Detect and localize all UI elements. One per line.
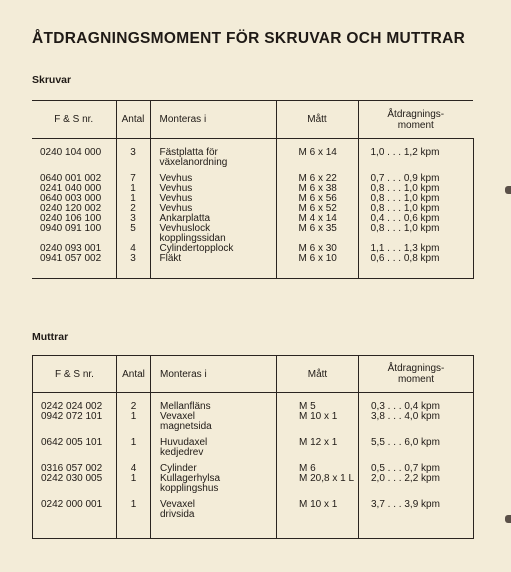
cell-monteras: Vevhus bbox=[150, 174, 276, 184]
cell-matt bbox=[277, 484, 359, 494]
cell-moment: 1,1 . . . 1,3 kpm bbox=[358, 244, 473, 254]
cell-nr: 0240 104 000 bbox=[40, 147, 102, 158]
cell-antal: 1 bbox=[116, 184, 150, 194]
cell-monteras: Huvudaxel bbox=[151, 438, 277, 448]
cell-antal: 1 bbox=[116, 194, 150, 204]
table-row bbox=[33, 510, 474, 520]
header-antal: Antal bbox=[117, 356, 151, 393]
cell-monteras: magnetsida bbox=[151, 422, 277, 432]
cell-moment: 2,0 . . . 2,2 kpm bbox=[359, 474, 474, 484]
table-row bbox=[33, 500, 474, 510]
cell-matt: M 10 x 1 bbox=[277, 412, 359, 422]
cell-moment bbox=[358, 158, 473, 168]
cell-antal: 1 bbox=[117, 438, 151, 448]
cell-moment: 0,8 . . . 1,0 kpm bbox=[358, 204, 473, 214]
cell-moment: 0,6 . . . 0,8 kpm bbox=[358, 254, 473, 264]
header-moment bbox=[358, 101, 473, 139]
cell-nr bbox=[32, 158, 116, 168]
cell-matt: M 4 x 14 bbox=[276, 214, 358, 224]
cell-monteras: Mellanfläns bbox=[151, 402, 277, 412]
table-row bbox=[33, 484, 474, 494]
cell-nr: 0242 000 001 bbox=[41, 499, 103, 510]
cell-antal: 3 bbox=[116, 214, 150, 224]
cell-matt bbox=[277, 510, 359, 520]
cell-monteras: kopplingssidan bbox=[150, 234, 276, 244]
cell-nr bbox=[33, 510, 117, 520]
cell-monteras: drivsida bbox=[151, 510, 277, 520]
header-row bbox=[33, 356, 474, 393]
cell-matt: M 6 x 22 bbox=[276, 174, 358, 184]
cell-matt: M 6 x 38 bbox=[276, 184, 358, 194]
cell-monteras: Vevhus bbox=[150, 184, 276, 194]
cell-matt: M 6 x 30 bbox=[276, 244, 358, 254]
page-edge-mark bbox=[505, 186, 511, 194]
cell-moment: 0,7 . . . 0,9 kpm bbox=[358, 174, 473, 184]
cell-antal bbox=[116, 158, 150, 168]
table-row bbox=[33, 412, 474, 422]
cell-matt: M 6 x 56 bbox=[276, 194, 358, 204]
cell-moment bbox=[359, 422, 474, 432]
cell-moment: 0,5 . . . 0,7 kpm bbox=[359, 464, 474, 474]
cell-monteras: Cylindertopplock bbox=[150, 244, 276, 254]
header-moment-line1: Åtdragnings- bbox=[387, 363, 445, 374]
header-matt: Mått bbox=[276, 101, 358, 139]
cell-matt bbox=[277, 448, 359, 458]
cell-moment bbox=[359, 484, 474, 494]
cell-nr: 0640 001 002 bbox=[40, 173, 102, 184]
cell-monteras: Vevhuslock bbox=[150, 224, 276, 234]
cell-antal: 4 bbox=[116, 244, 150, 254]
table-row bbox=[33, 448, 474, 458]
cell-antal: 2 bbox=[116, 204, 150, 214]
header-nr: F & S nr. bbox=[33, 356, 117, 393]
header-row bbox=[32, 101, 473, 139]
header-nr: F & S nr. bbox=[32, 101, 116, 139]
cell-antal: 1 bbox=[117, 412, 151, 422]
cell-monteras: Fläkt bbox=[150, 254, 276, 264]
cell-antal: 1 bbox=[117, 474, 151, 484]
cell-matt: M 5 bbox=[277, 402, 359, 412]
cell-monteras: kopplingshus bbox=[151, 484, 277, 494]
header-moment-line1: Åtdragnings- bbox=[387, 108, 445, 120]
cell-monteras: växelanordning bbox=[150, 158, 276, 168]
cell-matt: M 6 x 10 bbox=[276, 254, 358, 264]
table-row bbox=[33, 422, 474, 432]
cell-moment: 1,0 . . . 1,2 kpm bbox=[358, 148, 473, 158]
cell-nr bbox=[33, 448, 117, 458]
cell-matt: M 6 bbox=[277, 464, 359, 474]
header-monteras: Monteras i bbox=[150, 101, 276, 139]
cell-matt: M 12 x 1 bbox=[277, 438, 359, 448]
cell-matt: M 20,8 x 1 L bbox=[277, 474, 359, 484]
cell-nr: 0240 093 001 bbox=[40, 243, 102, 254]
page-edge-mark bbox=[505, 515, 511, 523]
cell-matt: M 6 x 35 bbox=[276, 224, 358, 234]
header-moment-line2: moment bbox=[397, 374, 435, 385]
page-title: ÅTDRAGNINGSMOMENT FÖR SKRUVAR OCH MUTTRAR bbox=[32, 30, 466, 47]
cell-matt: M 6 x 52 bbox=[276, 204, 358, 214]
header-antal: Antal bbox=[116, 101, 150, 139]
section-label-muttrar: Muttrar bbox=[32, 331, 69, 343]
table-row bbox=[32, 148, 473, 158]
cell-antal bbox=[117, 422, 151, 432]
cell-antal: 2 bbox=[117, 402, 151, 412]
header-monteras: Monteras i bbox=[151, 356, 277, 393]
cell-monteras: kedjedrev bbox=[151, 448, 277, 458]
table-row bbox=[33, 474, 474, 484]
table-row bbox=[33, 438, 474, 448]
cell-nr bbox=[33, 484, 117, 494]
cell-antal: 3 bbox=[116, 254, 150, 264]
cell-antal: 7 bbox=[116, 174, 150, 184]
cell-antal bbox=[117, 448, 151, 458]
cell-monteras: Cylinder bbox=[151, 464, 277, 474]
cell-antal: 5 bbox=[116, 224, 150, 234]
cell-nr: 0316 057 002 bbox=[41, 463, 103, 474]
cell-moment: 3,8 . . . 4,0 kpm bbox=[359, 412, 474, 422]
cell-matt bbox=[277, 422, 359, 432]
cell-nr: 0242 030 005 bbox=[41, 473, 103, 484]
cell-moment bbox=[359, 448, 474, 458]
header-moment bbox=[359, 356, 474, 393]
cell-nr: 0640 003 000 bbox=[40, 193, 102, 204]
cell-monteras: Ankarplatta bbox=[150, 214, 276, 224]
cell-moment: 0,3 . . . 0,4 kpm bbox=[359, 402, 474, 412]
header-matt: Mått bbox=[277, 356, 359, 393]
cell-monteras: Vevaxel bbox=[151, 412, 277, 422]
cell-moment: 0,8 . . . 1,0 kpm bbox=[358, 184, 473, 194]
table-row bbox=[32, 224, 473, 234]
cell-monteras: Vevaxel bbox=[151, 500, 277, 510]
header-moment-line2: moment bbox=[397, 119, 434, 131]
cell-moment: 5,5 . . . 6,0 kpm bbox=[359, 438, 474, 448]
table-row bbox=[32, 158, 473, 168]
cell-antal: 3 bbox=[116, 148, 150, 158]
cell-moment bbox=[359, 510, 474, 520]
cell-moment: 0,8 . . . 1,0 kpm bbox=[358, 194, 473, 204]
cell-nr: 0242 024 002 bbox=[41, 401, 103, 412]
cell-monteras: Kullagerhylsa bbox=[151, 474, 277, 484]
skruvar-table bbox=[32, 100, 474, 279]
cell-antal bbox=[117, 484, 151, 494]
cell-matt: M 10 x 1 bbox=[277, 500, 359, 510]
cell-nr: 0940 091 100 bbox=[40, 223, 102, 234]
cell-nr: 0240 120 002 bbox=[40, 203, 102, 214]
cell-antal: 1 bbox=[117, 500, 151, 510]
cell-moment: 0,4 . . . 0,6 kpm bbox=[358, 214, 473, 224]
cell-nr: 0941 057 002 bbox=[40, 253, 102, 264]
cell-nr: 0240 106 100 bbox=[40, 213, 102, 224]
cell-antal: 4 bbox=[117, 464, 151, 474]
cell-nr bbox=[33, 422, 117, 432]
cell-monteras: Vevhus bbox=[150, 194, 276, 204]
cell-monteras: Fästplatta för bbox=[150, 148, 276, 158]
cell-nr: 0642 005 101 bbox=[41, 437, 103, 448]
cell-antal bbox=[117, 510, 151, 520]
section-label-skruvar: Skruvar bbox=[32, 74, 72, 86]
cell-moment: 3,7 . . . 3,9 kpm bbox=[359, 500, 474, 510]
muttrar-table bbox=[32, 355, 474, 539]
cell-matt: M 6 x 14 bbox=[276, 148, 358, 158]
cell-matt bbox=[276, 158, 358, 168]
table-row bbox=[32, 254, 473, 264]
cell-nr: 0241 040 000 bbox=[40, 183, 102, 194]
cell-moment: 0,8 . . . 1,0 kpm bbox=[358, 224, 473, 234]
cell-monteras: Vevhus bbox=[150, 204, 276, 214]
cell-nr: 0942 072 101 bbox=[41, 411, 103, 422]
